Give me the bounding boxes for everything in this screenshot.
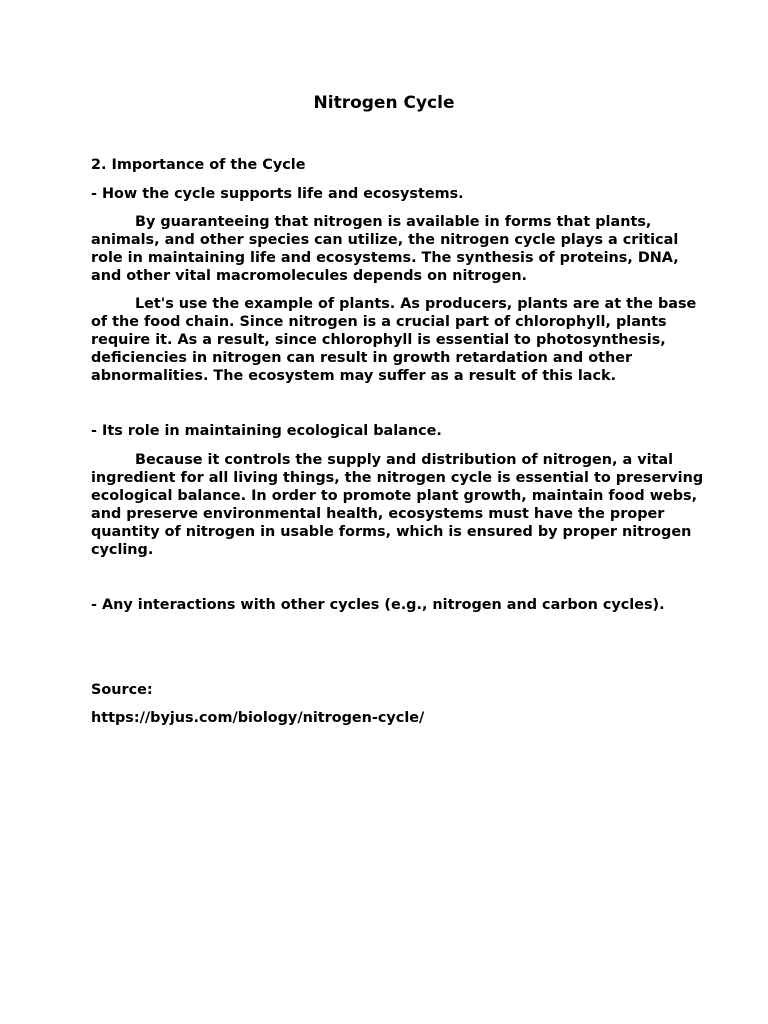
- paragraph-line: of the food chain. Since nitrogen is a crucial part of chlorophyll, plants: [91, 313, 667, 330]
- paragraph-life-ecosystems: [91, 214, 687, 286]
- paragraph-plants-example: [91, 296, 697, 386]
- paragraph-line: role in maintaining life and ecosystems. The synthesis of proteins, DNA,: [91, 249, 679, 266]
- subheading-ecological-balance: - Its role in maintaining ecological balance.: [91, 423, 442, 439]
- subheading-life-ecosystems: - How the cycle supports life and ecosystems.: [91, 186, 464, 202]
- paragraph-line: abnormalities. The ecosystem may suffer as a result of this lack.: [91, 367, 617, 384]
- subheading-other-cycles: - Any interactions with other cycles (e.g., nitrogen and carbon cycles).: [91, 597, 665, 613]
- source-link[interactable]: https://byjus.com/biology/nitrogen-cycle/: [91, 710, 425, 726]
- paragraph-line: quantity of nitrogen in usable forms, which is ensured by proper nitrogen: [91, 523, 692, 540]
- paragraph-line: Because it controls the supply and distribution of nitrogen, a vital: [135, 452, 674, 468]
- page-title: Nitrogen Cycle: [313, 93, 455, 113]
- paragraph-line: cycling.: [91, 541, 154, 558]
- source-label: Source:: [91, 682, 153, 698]
- paragraph-line: deficiencies in nitrogen can result in growth retardation and other: [91, 349, 633, 366]
- paragraph-line: require it. As a result, since chlorophyll is essential to photosynthesis,: [91, 331, 666, 348]
- section-heading: 2. Importance of the Cycle: [91, 157, 306, 173]
- paragraph-line: animals, and other species can utilize, the nitrogen cycle plays a critical: [91, 231, 679, 248]
- paragraph-line: Let's use the example of plants. As producers, plants are at the base: [135, 296, 697, 312]
- paragraph-line: By guaranteeing that nitrogen is available in forms that plants,: [135, 214, 652, 230]
- paragraph-line: and preserve environmental health, ecosystems must have the proper: [91, 505, 665, 522]
- paragraph-line: ecological balance. In order to promote plant growth, maintain food webs,: [91, 487, 698, 504]
- paragraph-ecological-balance: [91, 452, 704, 559]
- paragraph-line: ingredient for all living things, the nitrogen cycle is essential to preserving: [91, 469, 704, 486]
- paragraph-line: and other vital macromolecules depends on nitrogen.: [91, 267, 528, 284]
